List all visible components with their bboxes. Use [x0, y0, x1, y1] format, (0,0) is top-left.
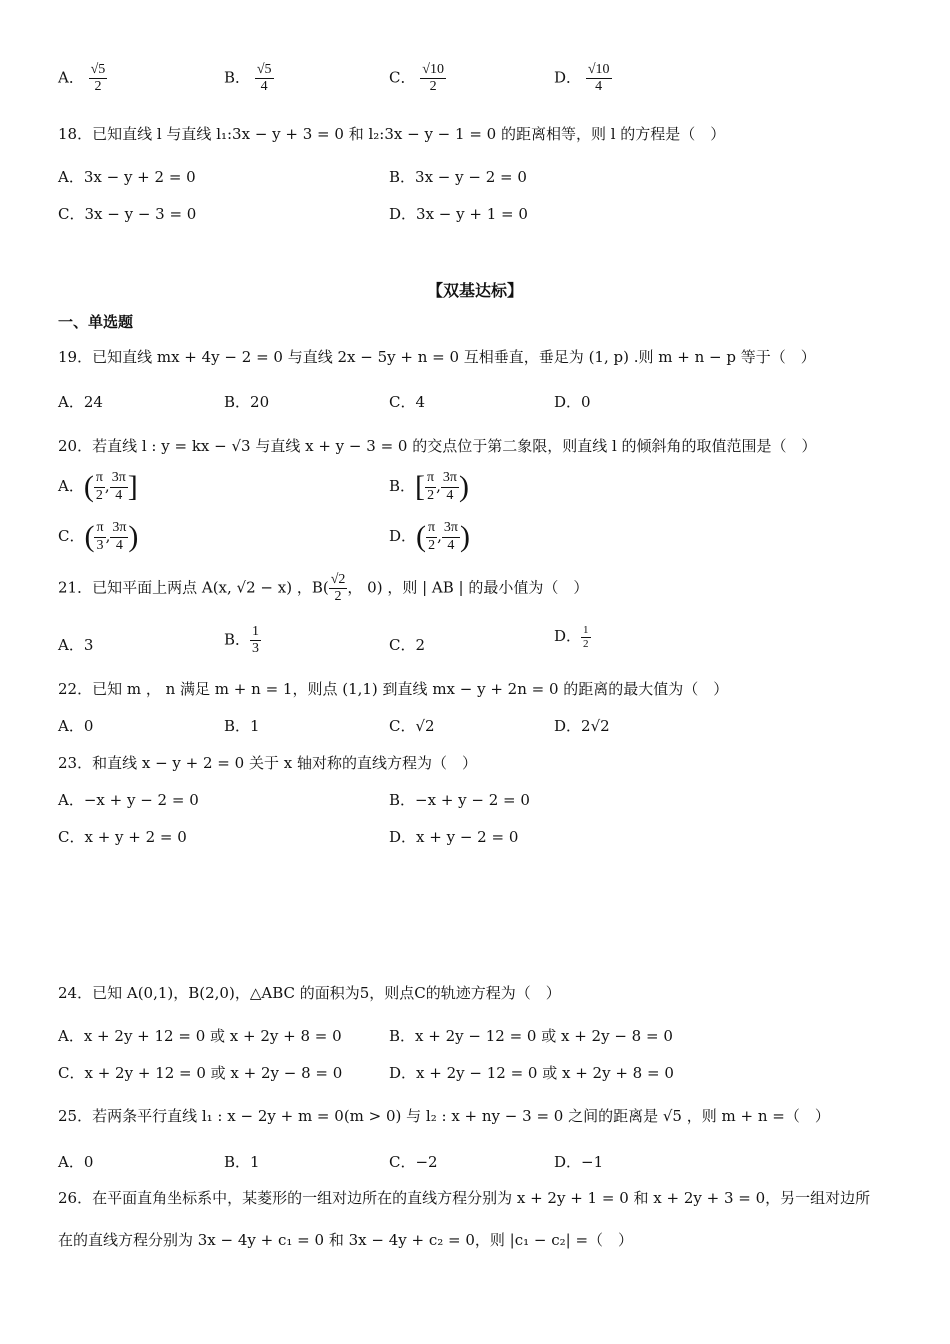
denominator: 2 — [334, 589, 342, 605]
q22-stem: 22．已知 m ， n 满足 m + n = 1，则点 (1,1) 到直线 mx − y + 2n = 0 的距离的最大值为（ ） — [58, 680, 729, 698]
q22-option-a: A．0 — [58, 717, 94, 735]
denominator: 4 — [115, 537, 123, 553]
numerator: 3π — [441, 470, 459, 487]
numerator: π — [94, 470, 105, 487]
fraction — [250, 624, 261, 657]
denominator: 2 — [583, 637, 589, 650]
q20-option-c: C．( $\frac{\pi}{3}$ , $\frac{3\pi}{4}$ ) — [58, 520, 139, 553]
option-label: B． — [224, 630, 251, 649]
numerator: π — [426, 520, 437, 537]
fraction — [420, 62, 446, 95]
q26-stem-line1: 26．在平面直角坐标系中，某菱形的一组对边所在的直线方程分别为 x + 2y + 1 = 0 和 x + 2y + 3 = 0，另一组对边所 — [58, 1189, 871, 1207]
option-label: C． — [389, 68, 416, 87]
numerator: √5 — [89, 62, 108, 79]
q24-option-d: D．x + 2y − 12 = 0 或 x + 2y + 8 = 0 — [389, 1064, 674, 1082]
q22-option-c: C．√2 — [389, 717, 435, 735]
denominator: 2 — [95, 487, 103, 503]
q17-option-d — [554, 62, 612, 95]
option-label: D． — [554, 627, 582, 646]
numerator: 3π — [110, 520, 128, 537]
q18-option-c: C．3x − y − 3 = 0 — [58, 205, 197, 223]
denominator: 2 — [427, 487, 435, 503]
option-label: C． — [58, 527, 85, 545]
denominator: 2 — [94, 79, 102, 95]
q25-option-d: D．−1 — [554, 1153, 604, 1171]
q26-stem-line2: 在的直线方程分别为 3x − 4y + c₁ = 0 和 3x − 4y + c₂ = 0，则 |c₁ − c₂| =（ ） — [58, 1231, 634, 1249]
fraction — [94, 520, 105, 553]
fraction — [586, 62, 612, 95]
q23-option-b: B．−x + y − 2 = 0 — [389, 791, 530, 809]
denominator: 2 — [429, 79, 437, 95]
fraction — [441, 470, 459, 503]
interval-open: [ — [415, 470, 426, 503]
q23-option-d: D．x + y − 2 = 0 — [389, 828, 519, 846]
numerator: π — [94, 520, 105, 537]
q24-stem: 24．已知 A(0,1)，B(2,0)，△ABC 的面积为5，则点C的轨迹方程为（ ） — [58, 984, 561, 1002]
q20-option-d: D．( $\frac{\pi}{2}$ , $\frac{3\pi}{4}$ ) — [389, 520, 470, 553]
denominator: 3 — [96, 537, 104, 553]
q22-option-d: D．2√2 — [554, 717, 610, 735]
denominator: 2 — [428, 537, 436, 553]
interval-open: ( — [416, 520, 427, 553]
q25-stem: 25．若两条平行直线 l₁ : x − 2y + m = 0(m > 0) 与 l₂ : x + ny − 3 = 0 之间的距离是 √5 ，则 m + n =（ ） — [58, 1107, 830, 1125]
section-title: 【双基达标】 — [426, 281, 523, 300]
numerator: √5 — [255, 62, 274, 79]
stem-text: ， 0) ，则 | AB | 的最小值为（ ） — [347, 578, 589, 597]
fraction — [581, 624, 591, 650]
fraction — [89, 62, 108, 95]
interval-close: ) — [459, 520, 470, 553]
q25-option-b: B．1 — [224, 1153, 260, 1171]
q22-option-b: B．1 — [224, 717, 260, 735]
q21-option-a: A．3 — [58, 636, 94, 654]
q17-option-c — [389, 62, 446, 95]
numerator: 3π — [442, 520, 460, 537]
numerator: π — [425, 470, 436, 487]
q24-option-a: A．x + 2y + 12 = 0 或 x + 2y + 8 = 0 — [58, 1027, 342, 1045]
q23-option-c: C．x + y + 2 = 0 — [58, 828, 187, 846]
subsection-title: 一、单选题 — [58, 313, 134, 331]
interval-close: ) — [128, 520, 139, 553]
q23-option-a: A．−x + y − 2 = 0 — [58, 791, 199, 809]
q18-stem: 18．已知直线 l 与直线 l₁:3x − y + 3 = 0 和 l₂:3x − y − 1 = 0 的距离相等，则 l 的方程是（ ） — [58, 125, 726, 143]
option-label: B． — [389, 477, 416, 495]
q24-option-b: B．x + 2y − 12 = 0 或 x + 2y − 8 = 0 — [389, 1027, 673, 1045]
numerator: √10 — [420, 62, 446, 79]
interval-open: ( — [83, 470, 94, 503]
numerator: 1 — [583, 624, 589, 636]
interval-open: ( — [84, 520, 95, 553]
stem-text: 21．已知平面上两点 A(x, √2 − x) ，B( — [58, 578, 329, 597]
q19-option-c: C．4 — [389, 393, 426, 411]
fraction — [255, 62, 274, 95]
q18-option-b: B．3x − y − 2 = 0 — [389, 168, 527, 186]
fraction — [329, 572, 348, 605]
interval-close: ] — [127, 470, 138, 503]
denominator: 4 — [446, 487, 454, 503]
q25-option-c: C．−2 — [389, 1153, 438, 1171]
option-label: A． — [58, 68, 84, 87]
q21-option-b — [224, 624, 261, 657]
fraction — [110, 470, 128, 503]
numerator: √10 — [586, 62, 612, 79]
q19-stem: 19．已知直线 mx + 4y − 2 = 0 与直线 2x − 5y + n = 0 互相垂直，垂足为 (1, p) .则 m + n − p 等于（ ） — [58, 348, 816, 366]
q21-option-c: C．2 — [389, 636, 426, 654]
q25-option-a: A．0 — [58, 1153, 94, 1171]
fraction — [94, 470, 105, 503]
numerator: √2 — [329, 572, 348, 589]
q18-option-d: D．3x − y + 1 = 0 — [389, 205, 528, 223]
fraction — [426, 520, 437, 553]
q23-stem: 23．和直线 x − y + 2 = 0 关于 x 轴对称的直线方程为（ ） — [58, 754, 477, 772]
fraction — [442, 520, 460, 553]
interval-close: ) — [458, 470, 469, 503]
q20-option-a: A．( $\frac{\pi}{2}$ , $\frac{3\pi}{4}$ ] — [58, 470, 138, 503]
option-label: B． — [224, 68, 251, 87]
q19-option-d: D．0 — [554, 393, 591, 411]
q21-stem — [58, 572, 588, 605]
denominator: 4 — [260, 79, 268, 95]
q21-option-d — [554, 624, 591, 650]
q20-option-b: B．[ $\frac{\pi}{2}$ , $\frac{3\pi}{4}$ ) — [389, 470, 469, 503]
q24-option-c: C．x + 2y + 12 = 0 或 x + 2y − 8 = 0 — [58, 1064, 343, 1082]
option-label: D． — [554, 68, 582, 87]
fraction — [110, 520, 128, 553]
q18-option-a: A．3x − y + 2 = 0 — [58, 168, 196, 186]
numerator: 1 — [250, 624, 261, 641]
q19-option-a: A．24 — [58, 393, 103, 411]
q17-option-a — [58, 62, 107, 95]
denominator: 3 — [252, 641, 260, 657]
numerator: 3π — [110, 470, 128, 487]
denominator: 4 — [115, 487, 123, 503]
denominator: 4 — [595, 79, 603, 95]
option-label: A． — [58, 477, 84, 495]
q17-option-b — [224, 62, 274, 95]
fraction — [425, 470, 436, 503]
option-label: D． — [389, 527, 417, 545]
q19-option-b: B．20 — [224, 393, 270, 411]
denominator: 4 — [447, 537, 455, 553]
q20-stem: 20．若直线 l : y = kx − √3 与直线 x + y − 3 = 0 的交点位于第二象限，则直线 l 的倾斜角的取值范围是（ ） — [58, 437, 817, 455]
